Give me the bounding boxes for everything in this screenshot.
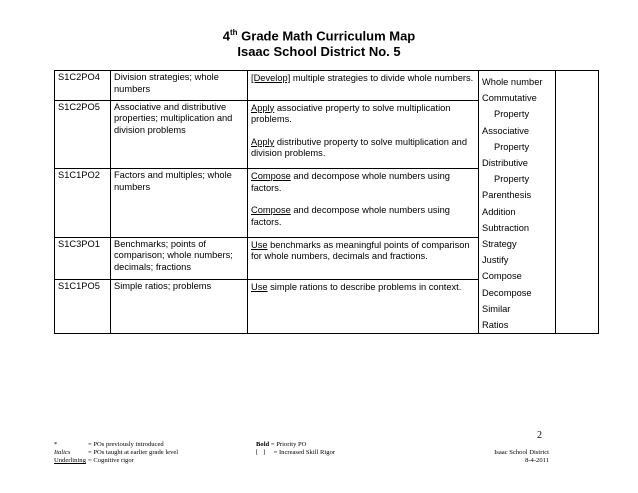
vocab-item: Associative [482, 125, 530, 136]
vocabulary-cell [479, 71, 556, 334]
empty-cell [556, 71, 599, 334]
page-number: 2 [537, 430, 542, 441]
topic-cell: Factors and multiples; whole numbers [111, 169, 248, 238]
vocab-item: Strategy [482, 239, 517, 250]
vocab-item: Distributive [482, 158, 528, 169]
table-row [55, 71, 599, 101]
page-title: 4th Grade Math Curriculum Map [222, 28, 416, 44]
code-cell: S1C3PO1 [55, 237, 111, 279]
footer-district: Isaac School District 8-4-2011 [494, 449, 549, 465]
footer-legend-left: * = POs previously introduced Italics = POs taught at earlier grade level Underlining = Cognitive rigor [54, 441, 179, 465]
topic-cell: Benchmarks; points of comparison; whole numbers; decimals; fractions [111, 237, 248, 279]
vocab-item: Property [494, 141, 530, 152]
vocab-item: Property [494, 109, 530, 120]
vocab-item: Whole number [482, 77, 543, 87]
topic-cell: Associative and distributive properties; multiplication and division problems [111, 100, 248, 169]
topic-cell: Simple ratios; problems [111, 279, 248, 334]
code-cell: S1C1PO5 [55, 279, 111, 334]
vocab-item: Parenthesis [482, 190, 532, 201]
vocab-item: Addition [482, 206, 516, 217]
vocab-item: Ratios [482, 320, 509, 331]
topic-cell: Division strategies; whole numbers [111, 71, 248, 101]
vocab-item: Similar [482, 303, 511, 314]
vocab-item: Decompose [482, 287, 532, 298]
objective-cell: Compose and decompose whole numbers using factors. Compose and decompose whole numbers using factors. [248, 169, 479, 238]
objective-cell: Use benchmarks as meaningful points of comparison for whole numbers, decimals and fractions. [248, 237, 479, 279]
code-cell: S1C2PO4 [55, 71, 111, 101]
objective-cell: Apply associative property to solve multiplication problems. Apply distributive property to solve multiplication and division problems. [248, 100, 479, 169]
curriculum-table [54, 70, 599, 334]
vocab-item: Compose [482, 271, 522, 282]
code-cell: S1C2PO5 [55, 100, 111, 169]
vocab-item: Subtraction [482, 222, 530, 233]
objective-cell: [Develop] multiple strategies to divide whole numbers. [248, 71, 479, 101]
vocab-item: Commutative [482, 93, 537, 104]
page-subtitle: Isaac School District No. 5 [237, 44, 401, 59]
vocab-item: Justify [482, 255, 509, 266]
vocab-item: Property [494, 174, 530, 185]
code-cell: S1C1PO2 [55, 169, 111, 238]
footer-legend-mid: Bold = Priority PO [ ] = Increased Skill Rigor [256, 441, 335, 457]
objective-cell: Use simple rations to describe problems in context. [248, 279, 479, 334]
